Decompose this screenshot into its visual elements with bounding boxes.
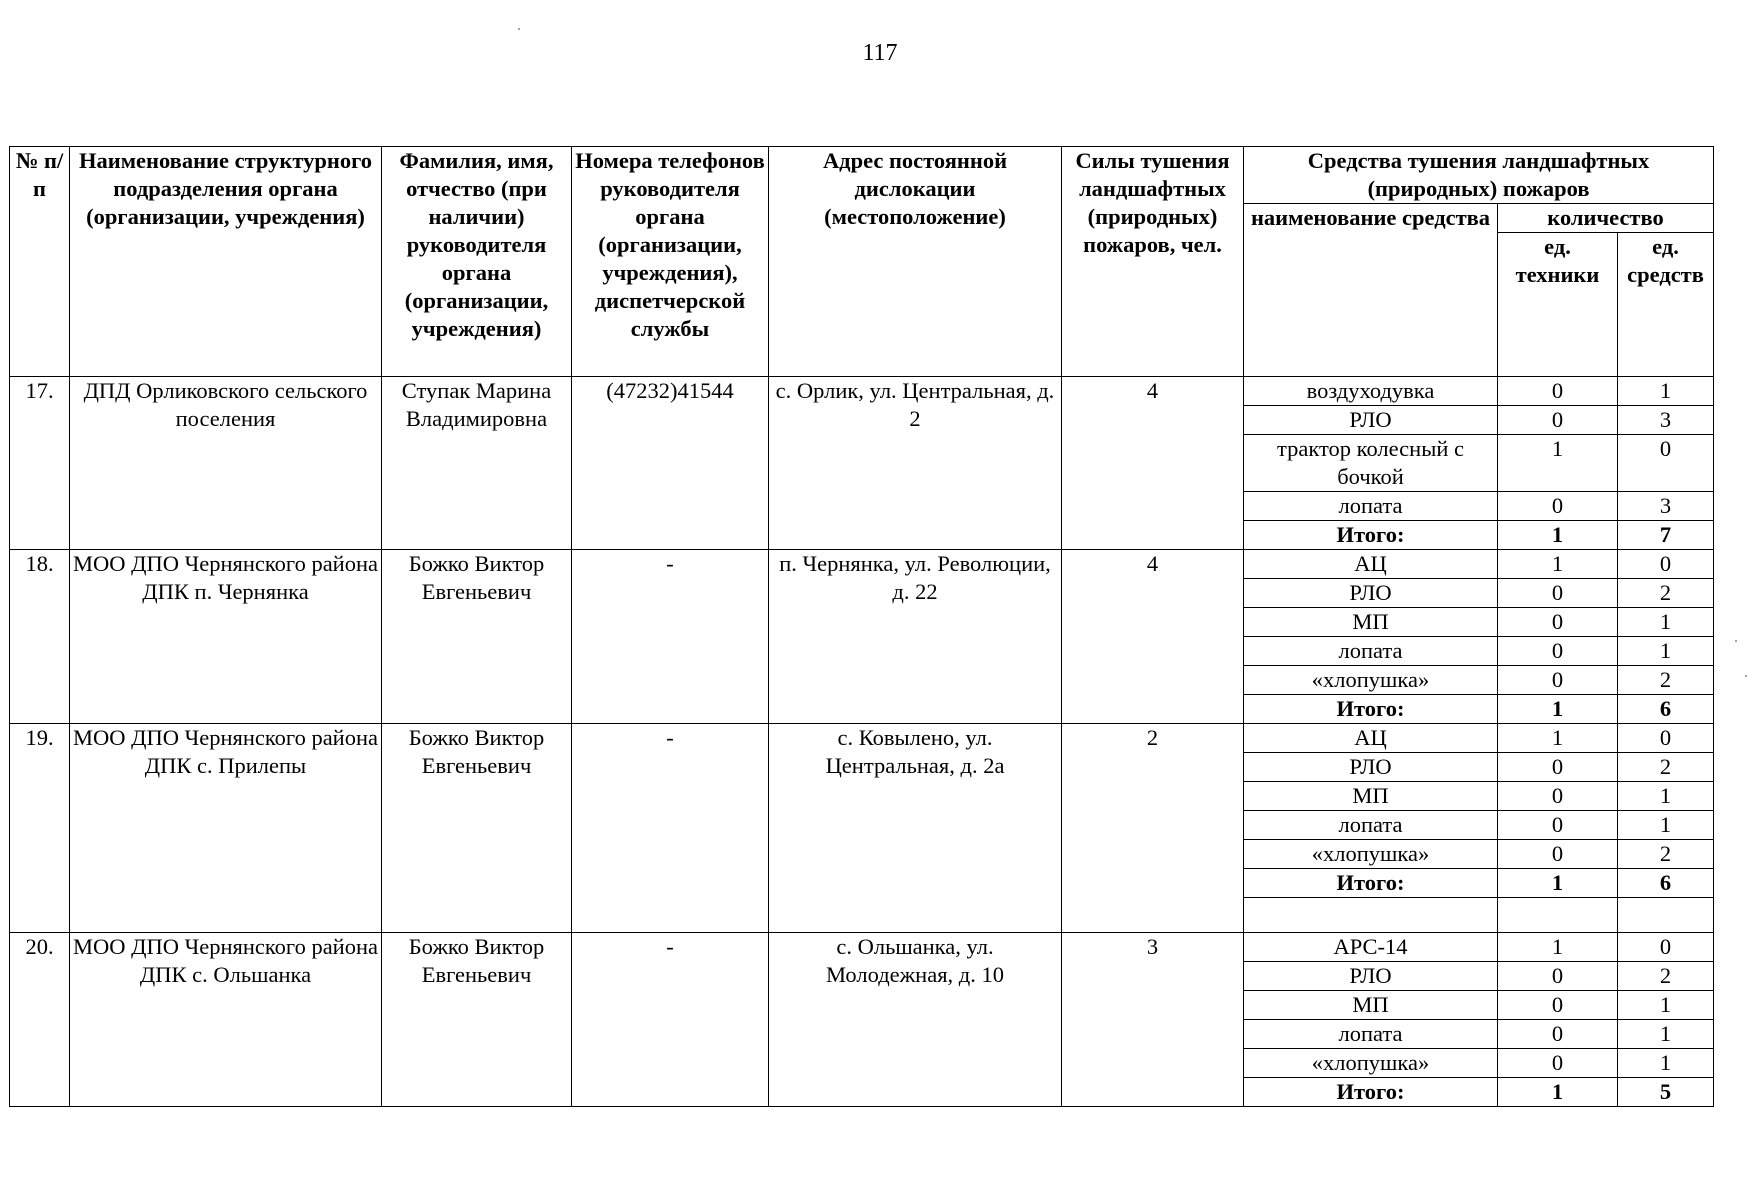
scan-speck — [1735, 640, 1737, 642]
means-name: лопата — [1244, 492, 1498, 521]
header-subdivision-name: Наименование структурного подразделения органа (организации, учреждения) — [70, 147, 382, 377]
table-row — [10, 724, 1714, 753]
total-means: 6 — [1618, 869, 1714, 898]
qty-means: 1 — [1618, 811, 1714, 840]
entry-number: 20. — [10, 933, 70, 1107]
fire-means-table — [9, 146, 1714, 1107]
entry-phone: - — [572, 933, 769, 1107]
qty-tech: 0 — [1498, 579, 1618, 608]
total-tech: 1 — [1498, 869, 1618, 898]
qty-means: 1 — [1618, 1020, 1714, 1049]
means-name: РЛО — [1244, 962, 1498, 991]
entry-phone: (47232)41544 — [572, 377, 769, 550]
qty-tech: 0 — [1498, 962, 1618, 991]
header-quantity: количество — [1498, 204, 1714, 233]
scan-speck — [1745, 675, 1747, 677]
means-name: «хлопушка» — [1244, 1049, 1498, 1078]
qty-means: 2 — [1618, 962, 1714, 991]
total-label: Итого: — [1244, 869, 1498, 898]
qty-means: 1 — [1618, 991, 1714, 1020]
means-name: лопата — [1244, 811, 1498, 840]
means-name: МП — [1244, 608, 1498, 637]
header-address: Адрес постоянной дислокации (местоположение) — [769, 147, 1062, 377]
header-num: № п/п — [10, 147, 70, 377]
empty-cell — [1244, 898, 1498, 933]
qty-tech: 0 — [1498, 377, 1618, 406]
entry-17 — [10, 377, 1714, 550]
means-name: лопата — [1244, 1020, 1498, 1049]
entry-number: 17. — [10, 377, 70, 550]
entry-address: с. Ольшанка, ул. Молодежная, д. 10 — [769, 933, 1062, 1107]
header-qty-means: ед. средств — [1618, 233, 1714, 377]
means-name: «хлопушка» — [1244, 666, 1498, 695]
entry-20 — [10, 933, 1714, 1107]
qty-means: 2 — [1618, 579, 1714, 608]
qty-tech: 0 — [1498, 840, 1618, 869]
total-tech: 1 — [1498, 521, 1618, 550]
entry-phone: - — [572, 724, 769, 933]
entry-address: п. Чернянка, ул. Революции, д. 22 — [769, 550, 1062, 724]
header-phone: Номера телефонов руководителя органа (организации, учреждения), диспетчерской службы — [572, 147, 769, 377]
means-name: АЦ — [1244, 550, 1498, 579]
entry-subdivision-name: ДПД Орликовского сельского поселения — [70, 377, 382, 550]
entry-subdivision-name: МОО ДПО Чернянского района ДПК с. Ольшанка — [70, 933, 382, 1107]
entry-forces: 2 — [1062, 724, 1244, 933]
qty-tech: 0 — [1498, 753, 1618, 782]
total-tech: 1 — [1498, 695, 1618, 724]
entry-19 — [10, 724, 1714, 933]
header-qty-tech: ед. техники — [1498, 233, 1618, 377]
entry-address: с. Орлик, ул. Центральная, д. 2 — [769, 377, 1062, 550]
total-label: Итого: — [1244, 521, 1498, 550]
page-number: 117 — [862, 40, 898, 66]
entry-forces: 4 — [1062, 377, 1244, 550]
means-name: лопата — [1244, 637, 1498, 666]
entry-head-name: Ступак Марина Владимировна — [382, 377, 572, 550]
qty-tech: 0 — [1498, 1020, 1618, 1049]
header-head-name: Фамилия, имя, отчество (при наличии) руководителя органа (организации, учреждения) — [382, 147, 572, 377]
qty-means: 1 — [1618, 608, 1714, 637]
means-name: МП — [1244, 782, 1498, 811]
total-label: Итого: — [1244, 1078, 1498, 1107]
qty-means: 1 — [1618, 1049, 1714, 1078]
qty-tech: 0 — [1498, 666, 1618, 695]
scan-speck — [518, 28, 520, 30]
header-means-name: наименование средства — [1244, 204, 1498, 377]
entry-head-name: Божко Виктор Евгеньевич — [382, 933, 572, 1107]
means-name: АЦ — [1244, 724, 1498, 753]
total-means: 6 — [1618, 695, 1714, 724]
qty-tech: 0 — [1498, 608, 1618, 637]
qty-means: 0 — [1618, 933, 1714, 962]
empty-cell — [1618, 898, 1714, 933]
table-row — [10, 550, 1714, 579]
total-means: 7 — [1618, 521, 1714, 550]
total-means: 5 — [1618, 1078, 1714, 1107]
qty-tech: 1 — [1498, 435, 1618, 492]
entry-number: 19. — [10, 724, 70, 933]
means-name: АРС-14 — [1244, 933, 1498, 962]
means-name: МП — [1244, 991, 1498, 1020]
means-name: РЛО — [1244, 579, 1498, 608]
table-header — [10, 147, 1714, 377]
qty-tech: 0 — [1498, 811, 1618, 840]
entry-subdivision-name: МОО ДПО Чернянского района ДПК с. Прилепы — [70, 724, 382, 933]
total-tech: 1 — [1498, 1078, 1618, 1107]
qty-means: 0 — [1618, 550, 1714, 579]
qty-tech: 1 — [1498, 724, 1618, 753]
means-name: РЛО — [1244, 406, 1498, 435]
qty-means: 2 — [1618, 753, 1714, 782]
entry-phone: - — [572, 550, 769, 724]
header-forces: Силы тушения ландшафтных (природных) пожаров, чел. — [1062, 147, 1244, 377]
entry-subdivision-name: МОО ДПО Чернянского района ДПК п. Чернянка — [70, 550, 382, 724]
entry-number: 18. — [10, 550, 70, 724]
entry-head-name: Божко Виктор Евгеньевич — [382, 724, 572, 933]
qty-tech: 0 — [1498, 782, 1618, 811]
qty-tech: 0 — [1498, 637, 1618, 666]
qty-tech: 0 — [1498, 1049, 1618, 1078]
empty-cell — [1498, 898, 1618, 933]
means-name: «хлопушка» — [1244, 840, 1498, 869]
qty-tech: 0 — [1498, 406, 1618, 435]
qty-means: 3 — [1618, 406, 1714, 435]
header-means: Средства тушения ландшафтных (природных) пожаров — [1244, 147, 1714, 204]
entry-address: с. Ковылено, ул. Центральная, д. 2а — [769, 724, 1062, 933]
qty-tech: 0 — [1498, 991, 1618, 1020]
table-row — [10, 933, 1714, 962]
qty-means: 2 — [1618, 840, 1714, 869]
total-label: Итого: — [1244, 695, 1498, 724]
means-name: воздуходувка — [1244, 377, 1498, 406]
qty-tech: 0 — [1498, 492, 1618, 521]
qty-means: 0 — [1618, 724, 1714, 753]
qty-tech: 1 — [1498, 933, 1618, 962]
qty-means: 0 — [1618, 435, 1714, 492]
entry-forces: 3 — [1062, 933, 1244, 1107]
entry-18 — [10, 550, 1714, 724]
qty-means: 2 — [1618, 666, 1714, 695]
qty-means: 3 — [1618, 492, 1714, 521]
table-row — [10, 377, 1714, 406]
entry-forces: 4 — [1062, 550, 1244, 724]
means-name: трактор колесный с бочкой — [1244, 435, 1498, 492]
qty-means: 1 — [1618, 637, 1714, 666]
qty-tech: 1 — [1498, 550, 1618, 579]
qty-means: 1 — [1618, 377, 1714, 406]
entry-head-name: Божко Виктор Евгеньевич — [382, 550, 572, 724]
means-name: РЛО — [1244, 753, 1498, 782]
qty-means: 1 — [1618, 782, 1714, 811]
